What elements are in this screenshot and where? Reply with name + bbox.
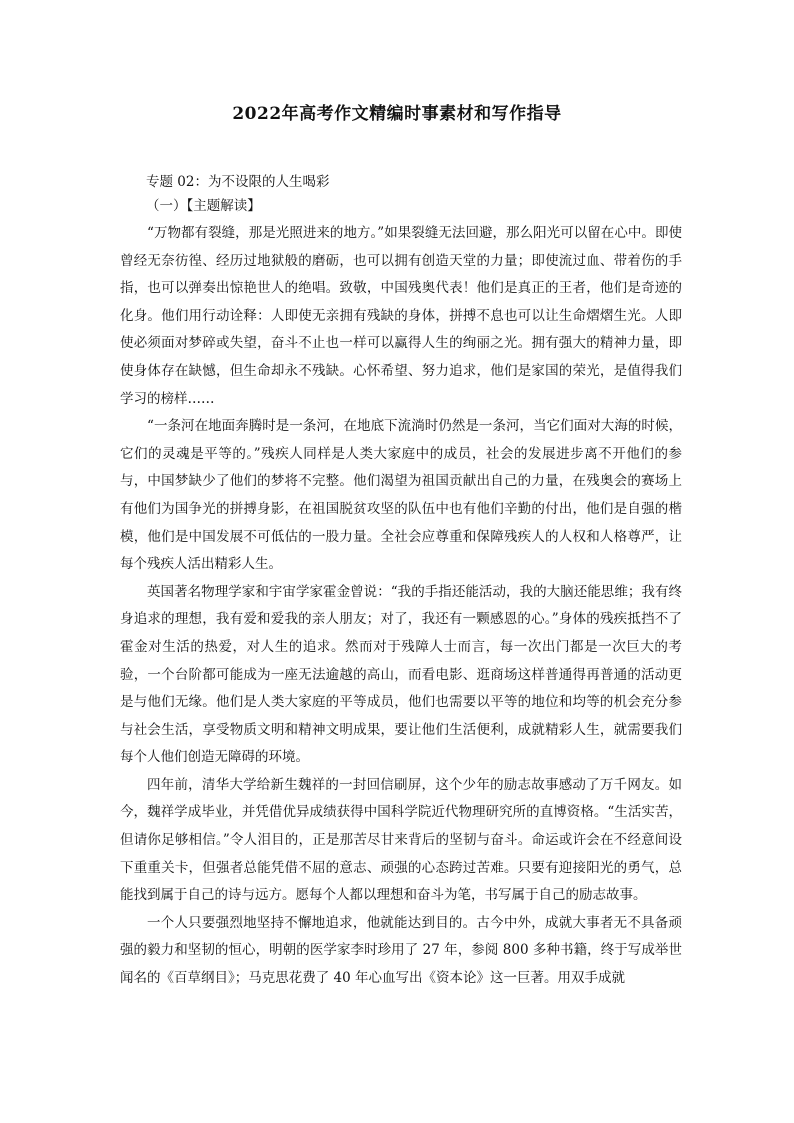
paragraph-1: “万物都有裂缝，那是光照进来的地方。”如果裂缝无法回避，那么阳光可以留在心中。即使曾经无奈彷徨、经历过地狱般的磨砺，也可以拥有创造天堂的力量；即使流过血、带着伤的手指，也可以弹奏出惊艳世人的绝唱。致敬，中国残奥代表！他们是真正的王者，他们是奇迹的化身。他们用行动诠释：人即使无亲拥有残缺的身体，拼搏不息也可以让生命熠熠生光。人即使必须面对梦碎或失望，奋斗不止也一样可以赢得人生的绚丽之光。拥有强大的精神力量，即使身体存在缺憾，但生命却永不残缺。心怀希望、努力追求，他们是家国的荣光，是值得我们学习的榜样…… [120,225,682,407]
paragraph-3: 英国著名物理学家和宇宙学家霍金曾说：“我的手指还能活动，我的大脑还能思维；我有终身追求的理想，我有爱和爱我的亲人朋友；对了，我还有一颗感恩的心。”身体的残疾抵挡不了霍金对生活的热爱，对人生的追求。然而对于残障人士而言，每一次出门都是一次巨大的考验，一个台阶都可能成为一座无法逾越的高山，而看电影、逛商场这样普通得再普通的活动更是与他们无缘。他们是人类大家庭的平等成员，他们也需要以平等的地位和均等的机会充分参与社会生活，享受物质文明和精神文明成果，要让他们生活便利，成就精彩人生，就需要我们每个人他们创造无障碍的环境。 [120,583,682,766]
paragraph-4: 四年前，清华大学给新生魏祥的一封回信刷屏，这个少年的励志故事感动了万千网友。如今，魏祥学成毕业，并凭借优异成绩获得中国科学院近代物理研究所的直博资格。“生活实苦，但请你足够相信。”令人泪目的，正是那苦尽甘来背后的坚韧与奋斗。命运或许会在不经意间设下重重关卡，但强者总能凭借不屈的意志、顽强的心态跨过苦难。只要有迎接阳光的勇气，总能找到属于自己的诗与远方。愿每个人都以理想和奋斗为笔，书写属于自己的励志故事。 [120,776,682,904]
page-title: 2022年高考作文精编时事素材和写作指导 [232,104,562,124]
body-text [120,220,682,993]
section-heading: （一）【主题解读】 [146,198,261,214]
paragraph-2: “一条河在地面奔腾时是一条河，在地底下流淌时仍然是一条河，当它们面对大海的时候，它们的灵魂是平等的。”残疾人同样是人类大家庭中的成员，社会的发展进步离不开他们的参与，中国梦缺少了他们的梦将不完整。他们渴望为祖国贡献出自己的力量，在残奥会的赛场上有他们为国争光的拼搏身影，在祖国脱贫攻坚的队伍中也有他们辛勤的付出，他们是自强的楷模，他们是中国发展不可低估的一股力量。全社会应尊重和保障残疾人的人权和人格尊严，让每个残疾人活出精彩人生。 [120,418,682,573]
paragraph-5: 一个人只要强烈地坚持不懈地追求，他就能达到目的。古今中外，成就大事者无不具备顽强的毅力和坚韧的恒心，明朝的医学家李时珍用了 27 年，参阅 800 多种书籍，终于写成举世闻名的《百草纲目》；马克思花费了 40 年心血写出《资本论》这一巨著。用双手成就 [120,914,682,987]
topic-heading: 专题 02：为不设限的人生喝彩 [146,174,330,190]
